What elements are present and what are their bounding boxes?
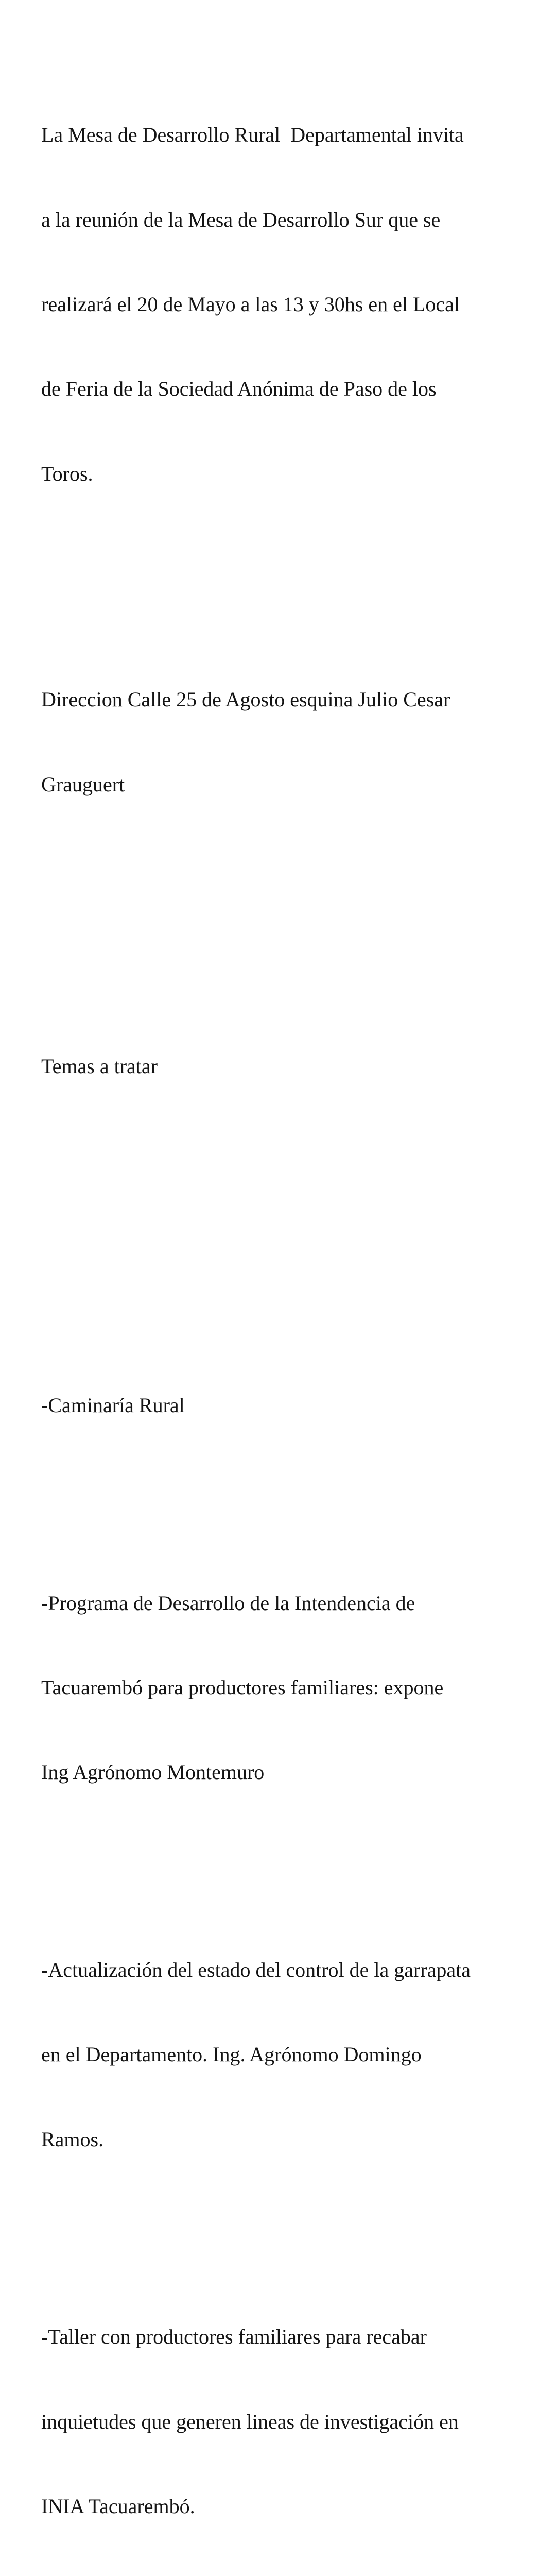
topic-line: Ramos. bbox=[41, 2127, 104, 2151]
document-body bbox=[41, 8, 535, 2576]
topics-list bbox=[41, 1279, 535, 2576]
topic-line: INIA Tacuarembó. bbox=[41, 2495, 195, 2518]
topic-line: -Actualización del estado del control de la garrapata bbox=[41, 1958, 471, 1981]
invitation-paragraph bbox=[41, 65, 535, 545]
blank-line bbox=[41, 940, 535, 968]
address-line: Grauguert bbox=[41, 772, 125, 796]
topic-line: inquietudes que generen lineas de investigación en bbox=[41, 2410, 459, 2433]
topic-item bbox=[41, 1533, 535, 1843]
blank-line bbox=[41, 1166, 535, 1194]
topic-item bbox=[41, 2267, 535, 2576]
topic-line: -Caminaría Rural bbox=[41, 1394, 185, 1417]
address-line: Direccion Calle 25 de Agosto esquina Julio Cesar bbox=[41, 688, 450, 711]
topic-line: -Taller con productores familiares para recabar bbox=[41, 2325, 427, 2349]
invitation-line: Toros. bbox=[41, 462, 93, 485]
topic-line: Ing Agrónomo Montemuro bbox=[41, 1760, 265, 1784]
invitation-line: a la reunión de la Mesa de Desarrollo Sur que se bbox=[41, 208, 441, 231]
address-paragraph bbox=[41, 630, 535, 855]
topic-line: -Programa de Desarrollo de la Intendencia de bbox=[41, 1591, 415, 1615]
topic-item bbox=[41, 1335, 535, 1476]
invitation-line: La Mesa de Desarrollo Rural Departamental invita bbox=[41, 123, 464, 147]
invitation-line: de Feria de la Sociedad Anónima de Paso de los bbox=[41, 377, 437, 401]
topics-heading: Temas a tratar bbox=[41, 1055, 158, 1078]
topic-item bbox=[41, 1900, 535, 2210]
topic-line: en el Departamento. Ing. Agrónomo Domingo bbox=[41, 2043, 422, 2066]
invitation-line: realizará el 20 de Mayo a las 13 y 30hs en el Local bbox=[41, 292, 460, 316]
topic-line: Tacuarembó para productores familiares: expone bbox=[41, 1676, 444, 1700]
